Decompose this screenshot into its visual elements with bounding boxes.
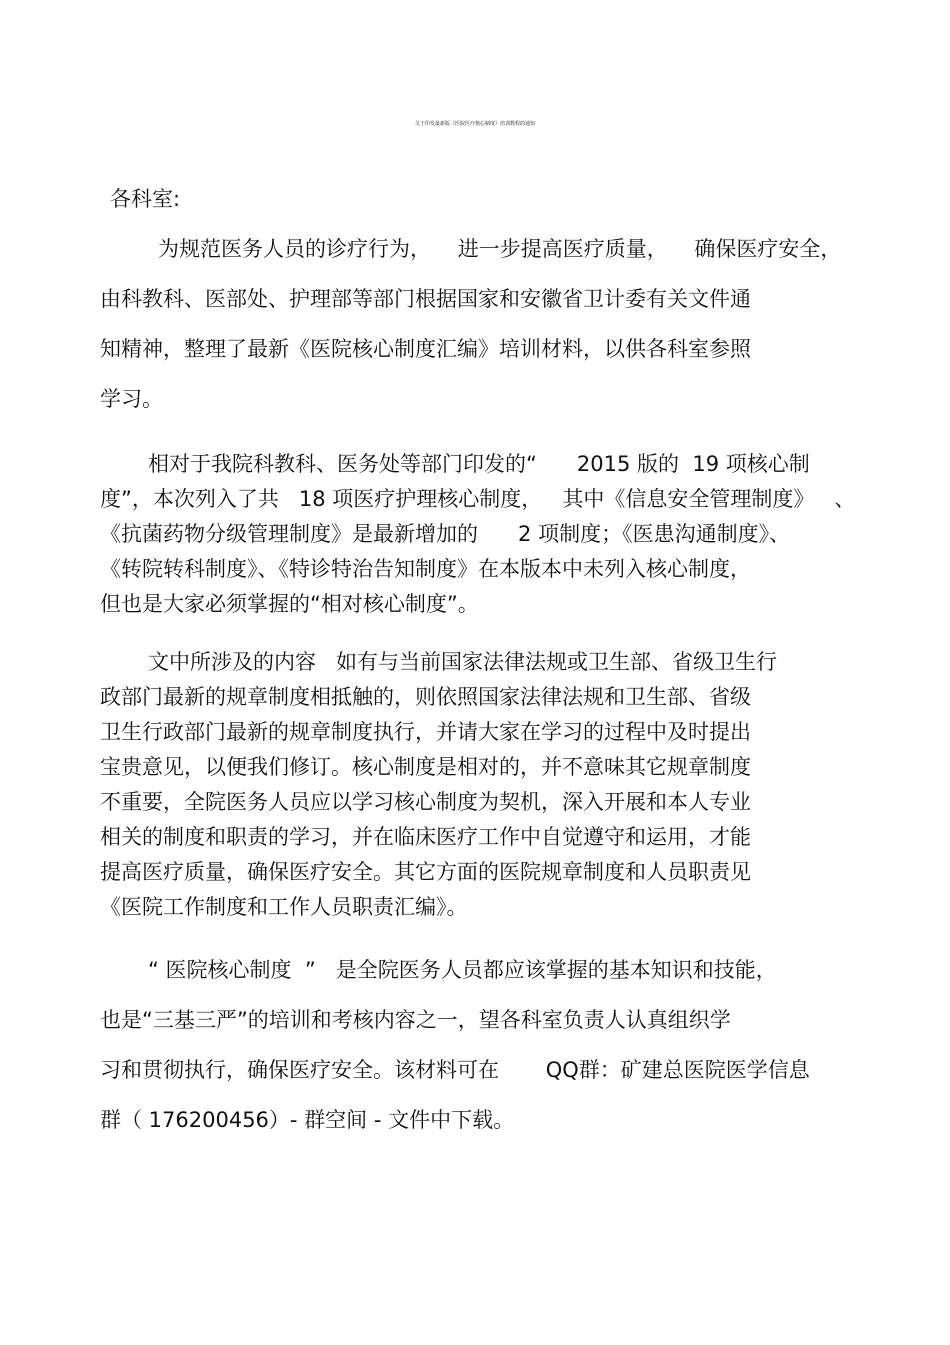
paragraph-line: 度”，本次列入了共 18 项医疗护理核心制度， 其中《信息安全管理制度》 、 (100, 487, 856, 511)
paragraph-line: 卫生行政部门最新的规章制度执行，并请大家在学习的过程中及时提出 (100, 720, 751, 744)
paragraph-line: 不重要，全院医务人员应以学习核心制度为契机，深入开展和本人专业 (100, 790, 751, 814)
salutation: 各科室: (110, 187, 181, 211)
document-title: 关于印发最新版《医院医疗核心制度》培训教程的通知 (414, 121, 535, 127)
paragraph-line: 《医院工作制度和工作人员职责汇编》。 (100, 895, 468, 919)
paragraph-line: 习和贯彻执行，确保医疗安全。该材料可在 QQ群：矿建总医院医学信息 (100, 1058, 810, 1082)
paragraph-line: 宝贵意见，以便我们修订。核心制度是相对的，并不意味其它规章制度 (100, 755, 751, 779)
paragraph-line: 相对于我院科教科、医务处等部门印发的“ 2015 版的 19 项核心制 (148, 452, 810, 476)
paragraph-line: 群（ 176200456）- 群空间 - 文件中下载。 (100, 1108, 515, 1132)
paragraph-line: 由科教科、医部处、护理部等部门根据国家和安徽省卫计委有关文件通 (100, 287, 751, 311)
paragraph-line: 《转院转科制度》、《特诊特治告知制度》在本版本中未列入核心制度， (100, 557, 751, 581)
paragraph-line: 相关的制度和职责的学习，并在临床医疗工作中自觉遵守和运用，才能 (100, 825, 751, 849)
paragraph-line: 《抗菌药物分级管理制度》是最新增加的 2 项制度；《医患沟通制度》、 (100, 522, 791, 546)
paragraph-line: 提高医疗质量，确保医疗安全。其它方面的医院规章制度和人员职责见 (100, 860, 751, 884)
paragraph-line: 文中所涉及的内容 如有与当前国家法律法规或卫生部、省级卫生行 (148, 650, 778, 674)
paragraph-line: 政部门最新的规章制度相抵触的，则依照国家法律法规和卫生部、省级 (100, 685, 751, 709)
paragraph-line: 知精神，整理了最新《医院核心制度汇编》培训材料，以供各科室参照 (100, 337, 751, 361)
paragraph-line: “ 医院核心制度 ” 是全院医务人员都应该掌握的基本知识和技能， (148, 958, 777, 982)
paragraph-line: 但也是大家必须掌握的“相对核心制度”。 (100, 592, 479, 616)
paragraph-line: 也是“三基三严”的培训和考核内容之一，望各科室负责人认真组织学 (100, 1008, 731, 1032)
paragraph-line: 为规范医务人员的诊疗行为， 进一步提高医疗质量， 确保医疗安全， (158, 237, 842, 261)
paragraph-line: 学习。 (100, 387, 163, 411)
